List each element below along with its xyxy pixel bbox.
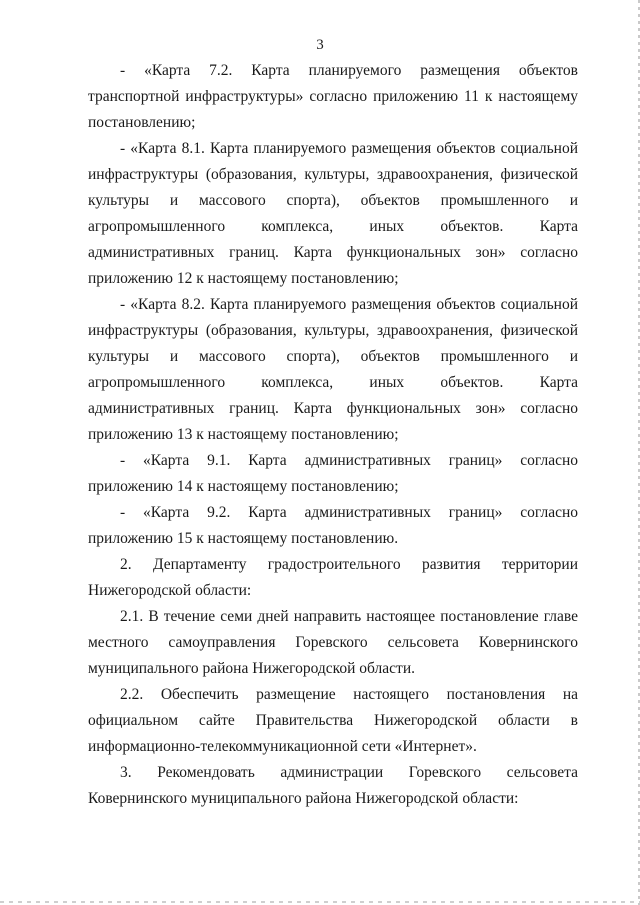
page-number: 3 [316,37,324,53]
document-body [88,58,578,812]
paragraph-item-2-1: 2.1. В течение семи дней направить настоящее постановление главе местного самоуправления Горевского сельсовета Ковернинского муниципального района Нижегородской области. [88,608,578,677]
paragraph-item-2-2: 2.2. Обеспечить размещение настоящего постановления на официальном сайте Правительства Нижегородской области в информационно-телекоммуникационной сети «Интернет». [88,686,578,755]
paragraph-map-7-2: - «Карта 7.2. Карта планируемого размещения объектов транспортной инфраструктуры» согласно приложению 11 к настоящему постановлению; [88,62,578,131]
paragraph-item-2: 2. Департаменту градостроительного развития территории Нижегородской области: [88,556,578,599]
paragraph-item-3: 3. Рекомендовать администрации Горевского сельсовета Ковернинского муниципального района Нижегородской области: [88,764,578,807]
paragraph-map-9-2: - «Карта 9.2. Карта административных границ» согласно приложению 15 к настоящему постановлению. [88,504,578,547]
paragraph-map-8-2: - «Карта 8.2. Карта планируемого размещения объектов социальной инфраструктуры (образования, культуры, здравоохранения, физической культуры и массового спорта), объектов промышленного и агропромышленного комплекса, иных объектов. Карта административных границ. Карта функциональных зон» согласно приложению 13 к настоящему постановлению; [88,296,578,443]
paragraph-map-9-1: - «Карта 9.1. Карта административных границ» согласно приложению 14 к настоящему постановлению; [88,452,578,495]
paragraph-map-8-1: - «Карта 8.1. Карта планируемого размещения объектов социальной инфраструктуры (образования, культуры, здравоохранения, физической культуры и массового спорта), объектов промышленного и агропромышленного комплекса, иных объектов. Карта административных границ. Карта функциональных зон» согласно приложению 12 к настоящему постановлению; [88,140,578,287]
scan-edge-bottom [0,901,640,903]
